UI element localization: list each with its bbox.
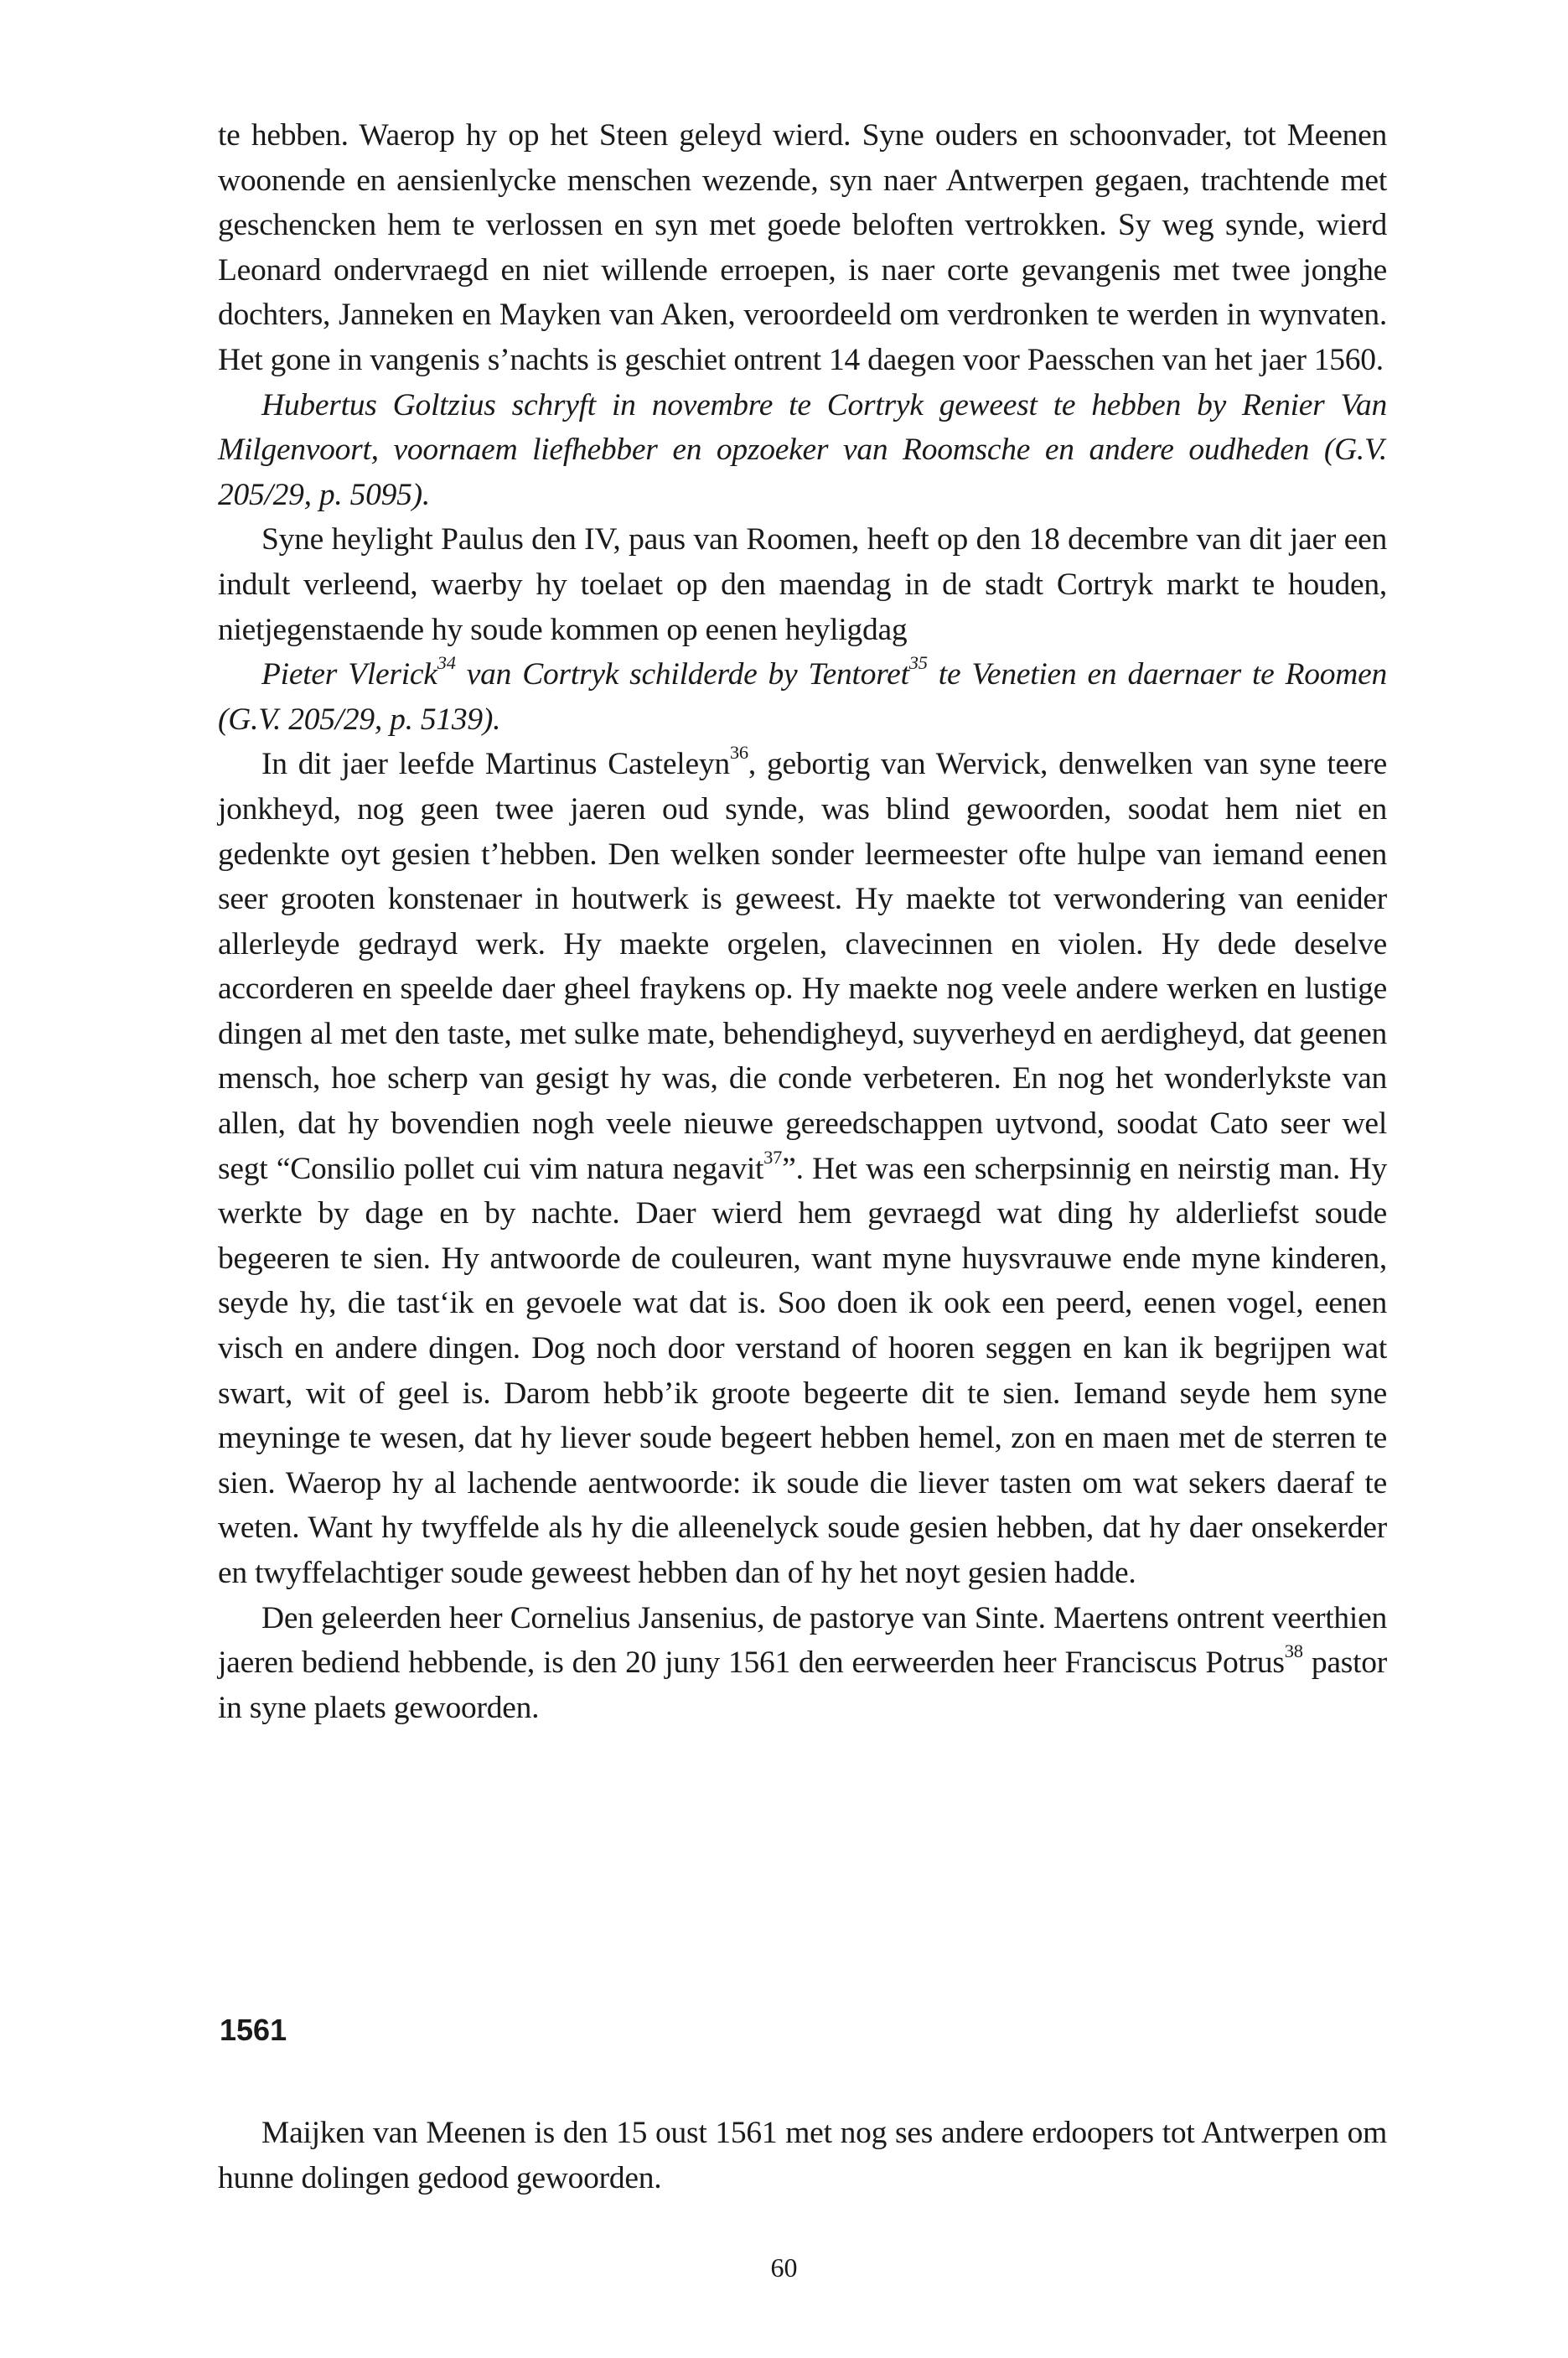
footnote-ref-37: 37: [763, 1146, 783, 1168]
text-run: Pieter Vlerick: [261, 657, 437, 692]
page-number: 60: [770, 2252, 798, 2283]
section-1561-text: [218, 2111, 1387, 2200]
paragraph-vlerick: [218, 652, 1387, 742]
text-run: ”. Het was een scherpsinnig en neirstig man. Hy werkte by dage en by nachte. Daer wierd hem gevraegd wat ding hy alderliefst soude begeeren te sien. Hy antwoorde de couleuren, want myne huysvrauwe ende myne kinderen, seyde hy, die tast‘ik en gevoele wat dat is. Soo doen ik ook een peerd, eenen vogel, eenen visch en andere dingen. Dog noch door verstand of hooren seggen en kan ik begrijpen wat swart, wit of geel is. Darom hebb’ik groote begeerte dit te sien. Iemand seyde hem syne meyninge te wesen, dat hy liever soude begeert hebben hemel, zon en maen met de sterren te sien. Waerop hy al lachende aentwoorde: ik soude die liever tasten om wat sekers daeraf te weten. Want hy twyffelde als hy die alleenelyck soude gesien hebben, dat hy daer onsekerder en twyffelachtiger soude geweest hebben dan of hy het noyt gesien hadde.: [218, 1151, 1387, 1590]
footnote-ref-38: 38: [1284, 1640, 1303, 1662]
text-run: pastor in syne plaets gewoorden.: [218, 1645, 1387, 1725]
text-run: , gebortig van Wervick, denwelken van syne teere jonkheyd, nog geen twee jaeren oud synde, was blind gewoorden, soodat hem niet en gedenkte oyt gesien t’hebben. Den welken sonder leermeester ofte hulpe van iemand eenen seer grooten konstenaer in houtwerk is geweest. Hy maekte tot verwondering van eenider allerleyde gedrayd werk. Hy maekte orgelen, clavecinnen en violen. Hy dede deselve accorderen en speelde daer gheel fraykens op. Hy maekte nog veele andere werken en lustige dingen al met den taste, met sulke mate, behendigheyd, suyverheyd en aerdigheyd, dat geenen mensch, hoe scherp van gesigt hy was, die conde verbeteren. En nog het wonderlykste van allen, dat hy bovendien nogh veele nieuwe gereedschappen uytvond, soodat Cato seer wel segt “Consilio pollet cui vim natura negavit: [218, 747, 1387, 1186]
text-run: Den geleerden heer Cornelius Jansenius, de pastorye van Sinte. Maertens ontrent veerthien jaeren bediend hebbende, is den 20 juny 1561 den eerweerden heer Franciscus Potrus: [218, 1600, 1387, 1681]
text-run: In dit jaer leefde Martinus Casteleyn: [261, 747, 730, 782]
text-run: van Cortryk schilderde by Tentoret: [455, 657, 909, 692]
section-heading-1561: 1561: [220, 2013, 287, 2047]
paragraph-continuation: te hebben. Waerop hy op het Steen geleyd wierd. Syne ouders en schoonvader, tot Meenen woonende en aensienlycke menschen wezende, syn naer Antwerpen gegaen, trachtende met geschencken hem te verlossen en syn met goede beloften vertrokken. Sy weg synde, wierd Leonard ondervraegd en niet willende erroepen, is naer corte gevangenis met twee jonghe dochters, Janneken en Mayken van Aken, veroordeeld om verdronken te werden in wynvaten. Het gone in vangenis s’nachts is geschiet ontrent 14 daegen voor Paesschen van het jaer 1560.: [218, 118, 1387, 377]
footnote-ref-35: 35: [908, 652, 928, 674]
paragraph-goltzius: Hubertus Goltzius schryft in novembre te Cortryk geweest te hebben by Renier Van Milgenvoort, voornaem liefhebber en opzoeker van Roomsche en andere oudheden (G.V. 205/29, p. 5095).: [218, 387, 1387, 512]
paragraph-paulus: Syne heylight Paulus den IV, paus van Roomen, heeft op den 18 decembre van dit jaer een indult verleend, waerby hy toelaet op den maendag in de stadt Cortryk markt te houden, nietjegenstaende hy soude kommen op eenen heyligdag: [218, 522, 1387, 647]
footnote-ref-36: 36: [729, 742, 748, 764]
paragraph-maijken: Maijken van Meenen is den 15 oust 1561 met nog ses andere erdoopers tot Antwerpen om hunne dolingen gedood gewoorden.: [218, 2116, 1387, 2195]
footnote-ref-34: 34: [437, 652, 456, 674]
paragraph-casteleyn: [218, 742, 1387, 1595]
paragraph-jansenius: [218, 1596, 1387, 1731]
main-text: [218, 113, 1387, 1730]
text-run: te Venetien en daernaer te Roomen (G.V. 205/29, p. 5139).: [218, 657, 1387, 737]
